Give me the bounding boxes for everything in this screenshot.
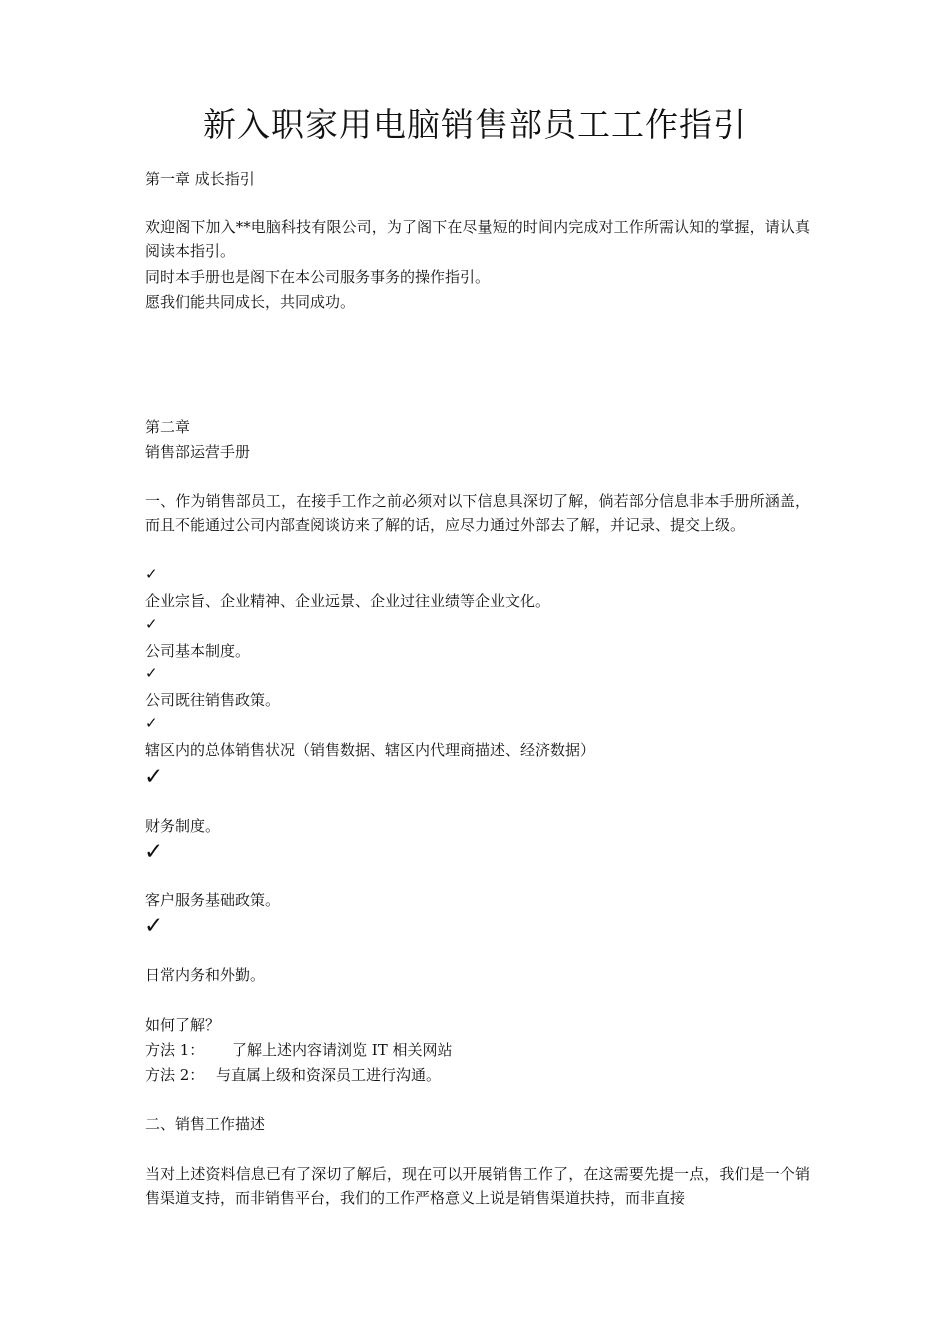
checklist-item: 企业宗旨、企业精神、企业远景、企业过往业绩等企业文化。 (145, 592, 551, 610)
chapter2-heading: 第二章 (145, 418, 191, 436)
checklist-item: 日常内务和外勤。 (145, 966, 266, 984)
checkmark-icon: ✓ (144, 764, 164, 790)
checkmark-icon: ✓ (145, 615, 158, 633)
method-text: 了解上述内容请浏览 IT 相关网站 (232, 1041, 453, 1059)
section2-body-paragraph: 当对上述资料信息已有了深切了解后，现在可以开展销售工作了，在这需要先提一点，我们是一个销售渠道支持，而非销售平台，我们的工作严格意义上说是销售渠道扶持，而非直接 (145, 1165, 810, 1207)
method-text: 与直属上级和资深员工进行沟通。 (216, 1066, 442, 1084)
chapter1-line-3: 愿我们能共同成长，共同成功。 (145, 293, 356, 311)
checklist-item: 财务制度。 (145, 817, 221, 835)
checklist-item: 公司基本制度。 (145, 642, 251, 660)
method-row (145, 1038, 810, 1062)
document-title: 新入职家用电脑销售部员工工作指引 (203, 105, 747, 144)
section1-intro-paragraph: 一、作为销售部员工，在接手工作之前必须对以下信息具深切了解，倘若部分信息非本手册所涵盖，而且不能通过公司内部查阅谈访来了解的话，应尽力通过外部去了解，并记录、提交上级。 (145, 492, 810, 534)
method-label: 方法 2： (145, 1066, 205, 1084)
chapter2-subheading: 销售部运营手册 (145, 443, 251, 461)
section2-heading: 二、销售工作描述 (145, 1115, 266, 1133)
method-row (145, 1063, 810, 1087)
chapter1-welcome-paragraph: 欢迎阁下加入**电脑科技有限公司，为了阁下在尽量短的时间内完成对工作所需认知的掌握，请认真阅读本指引。 (145, 218, 810, 260)
checklist-item: 辖区内的总体销售状况（销售数据、辖区内代理商描述、经济数据） (145, 741, 596, 759)
chapter1-line-2: 同时本手册也是阁下在本公司服务事务的操作指引。 (145, 268, 491, 286)
checkmark-icon: ✓ (145, 565, 158, 583)
checkmark-icon: ✓ (144, 839, 164, 865)
checkmark-icon: ✓ (145, 664, 158, 682)
how-to-learn-label: 如何了解？ (145, 1016, 221, 1034)
checkmark-icon: ✓ (144, 913, 164, 939)
checklist-item: 客户服务基础政策。 (145, 891, 281, 909)
method-label: 方法 1： (145, 1041, 205, 1059)
checkmark-icon: ✓ (145, 714, 158, 732)
chapter1-heading: 第一章 成长指引 (145, 170, 255, 188)
checklist-item: 公司既往销售政策。 (145, 691, 281, 709)
